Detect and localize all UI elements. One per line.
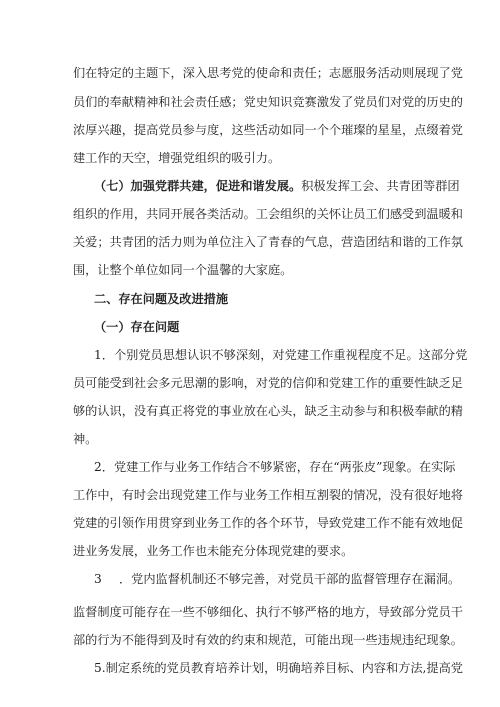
paragraph-line: 工作中，有时会出现党建工作与业务工作相互割裂的情况，没有很好地将 xyxy=(73,488,463,502)
paragraph-text: 积极发挥工会、共青团等群团 xyxy=(301,179,460,193)
list-item-3-line: ．党内监督机制还不够完善，对党员干部的监督管理存在漏洞。 xyxy=(119,572,461,586)
list-item-5-line: 5.制定系统的党员教育培养计划，明确培养目标、内容和方法,提高党 xyxy=(94,661,463,675)
section-7-line xyxy=(94,178,460,194)
paragraph-line: 组织的作用，共同开展各类活动。工会组织的关怀让员工们感受到温暖和 xyxy=(73,207,463,221)
paragraph-line: 们在特定的主题下，深入思考党的使命和责任；志愿服务活动则展现了党 xyxy=(73,66,463,80)
list-item-1-line: 1．个别党员思想认识不够深刻，对党建工作重视程度不足。这部分党 xyxy=(94,348,468,362)
paragraph-line: 围，让整个单位如同一个温馨的大家庭。 xyxy=(73,263,293,277)
paragraph-line: 神。 xyxy=(73,432,98,446)
paragraph-line: 关爱；共青团的活力则为单位注入了青春的气息，营造团结和谐的工作氛 xyxy=(73,235,463,249)
paragraph-line: 浓厚兴趣，提高党员参与度，这些活动如同一个个璀璨的星星，点缀着党 xyxy=(73,123,463,137)
paragraph-line: 建工作的天空，增强党组织的吸引力。 xyxy=(73,151,281,165)
paragraph-line: 部的行为不能得到及时有效的约束和规范，可能出现一些违规违纪现象。 xyxy=(73,633,463,647)
paragraph-line: 员们的奉献精神和社会责任感；党史知识竞赛激发了党员们对党的历史的 xyxy=(73,95,463,109)
list-item-3-number: 3 xyxy=(94,572,102,586)
paragraph-line: 够的认识，没有真正将党的事业放在心头，缺乏主动参与和积极奉献的精 xyxy=(73,404,463,418)
paragraph-line: 党建的引领作用贯穿到业务工作的各个环节，导致党建工作不能有效地促 xyxy=(73,516,463,530)
list-item-2-line: 2．党建工作与业务工作结合不够紧密，存在“两张皮”现象。在实际 xyxy=(94,460,456,474)
section-7-heading: （七）加强党群共建，促进和谐发展。 xyxy=(94,179,302,193)
paragraph-line: 监督制度可能存在一些不够细化、执行不够严格的地方，导致部分党员干 xyxy=(73,605,463,619)
subsection-1-heading: （一）存在问题 xyxy=(94,320,180,334)
section-2-heading: 二、存在问题及改进措施 xyxy=(94,292,229,306)
paragraph-line: 员可能受到社会多元思潮的影响，对党的信仰和党建工作的重要性缺乏足 xyxy=(73,376,463,390)
paragraph-line: 进业务发展，业务工作也未能充分体现党建的要求。 xyxy=(73,544,354,558)
